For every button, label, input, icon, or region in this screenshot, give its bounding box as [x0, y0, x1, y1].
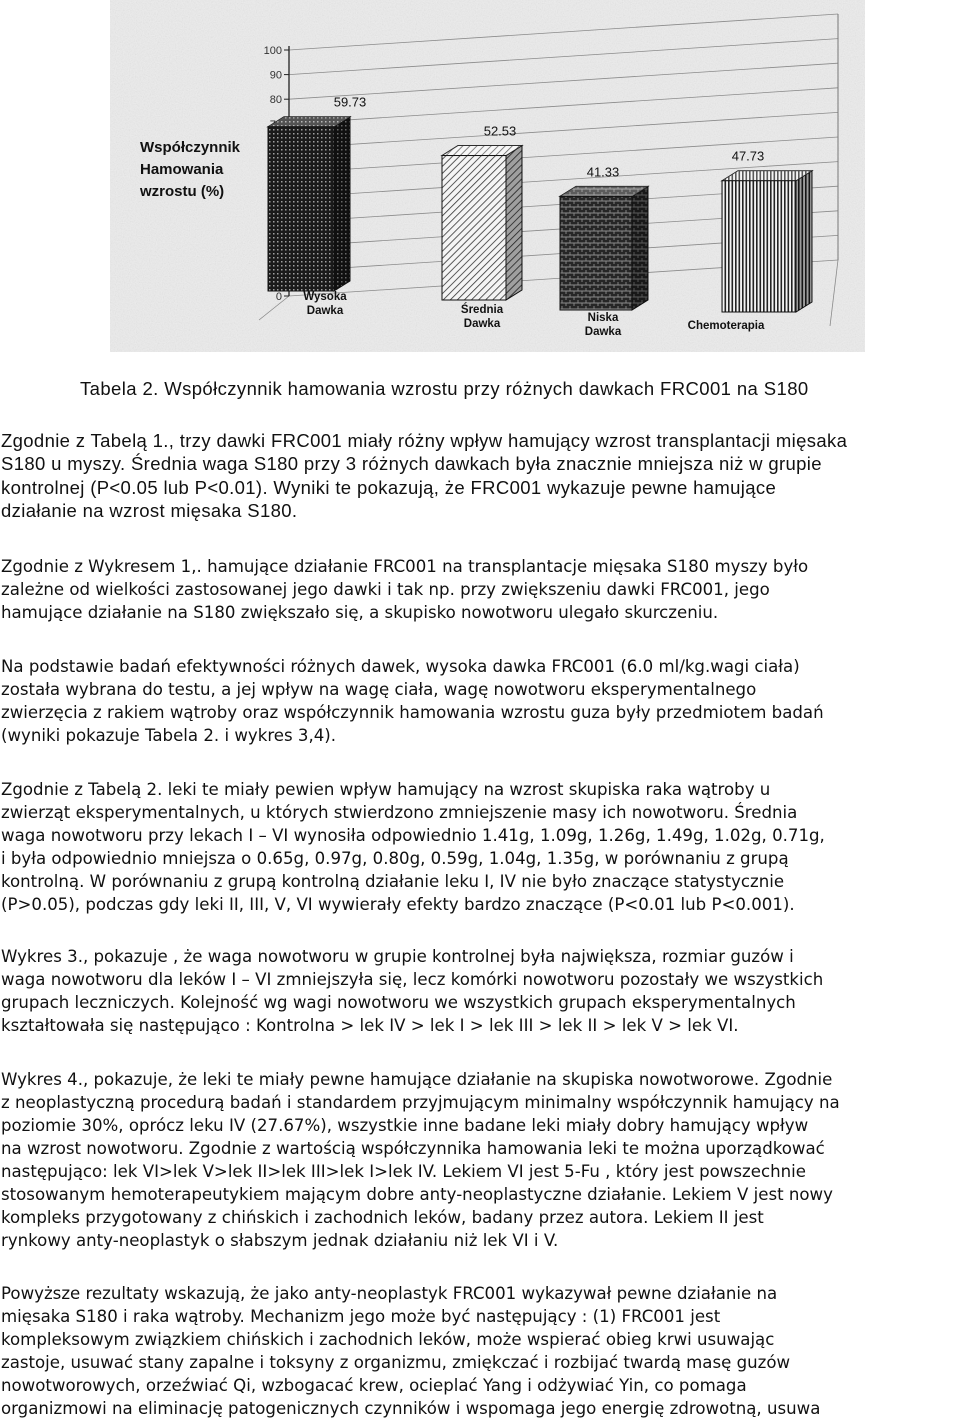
text-line: na wzrost nowotworu. Zgodnie z wartością współczynnika hamowania leki te można uporządkować — [1, 1138, 825, 1158]
bar-front — [268, 127, 334, 291]
y-axis-title-line: Hamowania — [140, 161, 224, 178]
text-line: Powyższe rezultaty wskazują, że jako anty-neoplastyk FRC001 wykazywał pewne działanie na — [1, 1283, 778, 1303]
text-line: grupach leczniczych. Kolejność wg wagi nowotworu we wszystkich grupach eksperymentalnych — [1, 992, 796, 1012]
bar-side-shade — [334, 117, 350, 291]
text-line: z neoplastyczną procedurą badań i standardem przyjmującym minimalny współczynnik hamujący na — [1, 1092, 840, 1112]
bar-value-label: 52.53 — [483, 123, 517, 139]
y-axis-title-line: Współczynnik — [140, 139, 241, 156]
text-line: kontrolną. W porównaniu z grupą kontrolną działanie leku I, IV nie było znaczące statystycznie — [1, 871, 785, 891]
y-axis-title-line: wzrostu (%) — [140, 183, 225, 200]
bar-chart — [0, 0, 960, 360]
text-line: waga nowotworu przy lekach I – VI wynosiła odpowiednio 1.41g, 1.09g, 1.26g, 1.49g, 1.02g, 0.71g, — [1, 825, 825, 845]
bar-value-label: 41.33 — [586, 164, 620, 180]
text-line: kompleksowym związkiem chińskich i zachodnich leków, może wspierać obieg krwi usuwając — [1, 1329, 775, 1349]
text-line: zwierząt eksperymentalnych, u których stwierdzono zmniejszenie masy ich nowotworu. Średnia — [1, 802, 798, 822]
bar-value-label: 59.73 — [333, 94, 367, 110]
text-line: hamujące działanie na S180 zwiększało się, a skupisko nowotworu ulegało skurczeniu. — [1, 602, 719, 622]
text-line: zależne od wielkości zastosowanej jego dawki i tak np. przy zwiększeniu dawki FRC001, jego — [1, 579, 770, 599]
text-line: kompleks przygotowany z chińskich i zachodnich leków, badany przez autora. Lekiem II jest — [1, 1207, 764, 1227]
paragraph — [1, 1068, 958, 1252]
text-line: Wykres 4., pokazuje, że leki te miały pewne hamujące działanie na skupiska nowotworowe. Zgodnie — [1, 1069, 833, 1089]
text-line: poziomie 30%, oprócz leku IV (27.67%), wszystkie inne badane leki miały dobry hamujący wpływ — [1, 1115, 809, 1135]
text-line: (P>0.05), podczas gdy leki II, III, V, VI wywierały efekty bardzo znaczące (P<0.01 lub P<0.001). — [1, 894, 795, 914]
bar-side-shade — [632, 186, 648, 310]
text-line: Zgodnie z Wykresem 1,. hamujące działanie FRC001 na transplantacje mięsaka S180 myszy było — [1, 556, 809, 576]
bar-side-shade — [506, 146, 522, 300]
paragraph — [1, 655, 958, 747]
bar-side-shade — [796, 171, 812, 312]
bar-value-label: 47.73 — [731, 148, 765, 164]
text-line: i była odpowiednio mniejsza o 0.65g, 0.97g, 0.80g, 0.59g, 1.04g, 1.35g, w porównaniu z grupą — [1, 848, 789, 868]
paragraph — [1, 1282, 958, 1420]
text-line: S180 u myszy. Średnia waga S180 przy 3 różnych dawkach była znacznie mniejsza niż w grupie — [1, 453, 822, 474]
text-line: zwierzęcia z rakiem wątroby oraz współczynnik hamowania wzrostu guza były przedmiotem badań — [1, 702, 824, 722]
category-label-line: Średnia — [460, 304, 504, 316]
paragraph — [1, 555, 958, 624]
bar-front — [560, 196, 632, 310]
text-line: zastoje, usuwać stany zapalne i toksyny z organizmu, zmiękczać i rozbijać twardą masę guzów — [1, 1352, 791, 1372]
paragraph — [1, 945, 958, 1037]
text-line: Na podstawie badań efektywności różnych dawek, wysoka dawka FRC001 (6.0 ml/kg.wagi ciała) — [1, 656, 800, 676]
text-line: nowotworowych, orzeźwiać Qi, wzbogacać krew, ocieplać Yang i odżywiać Yin, co pomaga — [1, 1375, 747, 1395]
paragraph — [1, 778, 958, 916]
text-line: stosowanym hemoterapeutykiem mającym dobre anty-neoplastyczne działanie. Lekiem V jest nowy — [1, 1184, 833, 1204]
y-tick-label: 90 — [269, 69, 282, 82]
y-tick-label: 0 — [275, 291, 282, 303]
text-line: została wybrana do testu, a jej wpływ na wagę ciała, wagę nowotworu eksperymentalnego — [1, 679, 757, 699]
text-line: następująco: lek VI>lek V>lek II>lek III>lek I>lek IV. Lekiem VI jest 5-Fu , który jest powszechnie — [1, 1161, 806, 1181]
text-line: Wykres 3., pokazuje , że waga nowotworu w grupie kontrolnej była największa, rozmiar guzów i — [1, 946, 794, 966]
text-line: mięsaka S180 i raka wątroby. Mechanizm jego może być następujący : (1) FRC001 jest — [1, 1306, 721, 1326]
category-label-line: Niska — [587, 312, 619, 324]
bar-front — [722, 181, 796, 312]
category-label-line: Dawka — [463, 318, 501, 330]
y-tick-label: 100 — [263, 45, 282, 57]
text-line: rynkowy anty-neoplastyk o słabszym jednak działaniu niż lek VI i V. — [1, 1230, 559, 1250]
text-line: Zgodnie z Tabelą 1., trzy dawki FRC001 miały różny wpływ hamujący wzrost transplantacji mięsaka — [1, 429, 848, 451]
text-line: (wyniki pokazuje Tabela 2. i wykres 3,4). — [1, 725, 337, 745]
category-label — [688, 320, 765, 332]
text-line: organizmowi na eliminację patogenicznych czynników i wspomaga jego energię zdrowotną, usuwa — [1, 1398, 821, 1418]
text-line: Zgodnie z Tabelą 2. leki te miały pewien wpływ hamujący na wzrost skupiska raka wątroby u — [1, 779, 771, 799]
text-line: kształtowała się następująco : Kontrolna > lek IV > lek I > lek III > lek II > lek V > lek VI. — [1, 1015, 739, 1035]
text-line: waga nowotworu dla leków I – VI zmniejszyła się, lecz komórki nowotworu pozostały we wszystkich — [1, 969, 824, 989]
category-label-line: Wysoka — [303, 291, 347, 303]
paragraph — [1, 429, 958, 523]
category-label-line: Dawka — [306, 305, 344, 317]
table-caption: Tabela 2. Współczynnik hamowania wzrostu przy różnych dawkach FRC001 na S180 — [80, 378, 809, 399]
y-tick-label: 80 — [269, 94, 282, 107]
text-line: działanie na wzrost mięsaka S180. — [1, 500, 298, 521]
category-label-line: Chemoterapia — [687, 320, 765, 332]
category-label-line: Dawka — [584, 326, 622, 338]
text-line: kontrolnej (P<0.05 lub P<0.01). Wyniki te pokazują, że FRC001 wykazuje pewne hamujące — [1, 476, 777, 498]
bar-front — [442, 156, 506, 300]
